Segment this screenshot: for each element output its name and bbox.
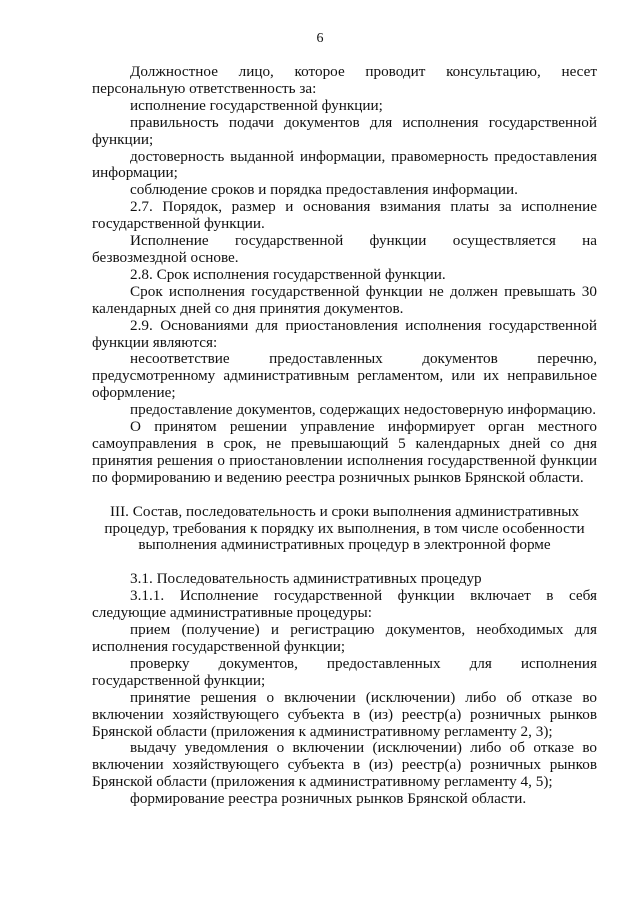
paragraph: О принятом решении управление информирует орган местного самоуправления в срок, не превышающий 5 календарных дней со дня принятия решения о приостановлении исполнения государственной функции по формированию и ведению реестра розничных рынков Брянской области. bbox=[92, 418, 597, 486]
paragraph: соблюдение сроков и порядка предоставления информации. bbox=[130, 181, 518, 199]
paragraph: правильность подачи документов для исполнения государственной функции; bbox=[92, 113, 597, 148]
paragraph: прием (получение) и регистрацию документов, необходимых для исполнения государственной функции; bbox=[92, 621, 597, 655]
paragraph: 2.9. Основаниями для приостановления исполнения государственной функции являются: bbox=[92, 316, 597, 351]
paragraph: исполнение государственной функции; bbox=[130, 96, 383, 114]
page-number: 6 bbox=[316, 31, 324, 46]
paragraph: формирование реестра розничных рынков Брянской области. bbox=[130, 790, 527, 808]
paragraph: принятие решения о включении (исключении) либо об отказе во включении хозяйствующего субъекта в (из) реестр(а) розничных рынков Брянской области (приложения к административному регламенту 2, 3); bbox=[92, 688, 597, 740]
paragraph: 2.8. Срок исполнения государственной функции. bbox=[130, 265, 446, 283]
paragraph: 3.1.1. Исполнение государственной функции включает в себя следующие административные процедуры: bbox=[92, 587, 597, 622]
paragraph: 2.7. Порядок, размер и основания взимания платы за исполнение государственной функции. bbox=[92, 198, 597, 233]
paragraph: проверку документов, предоставленных для исполнения государственной функции; bbox=[92, 654, 597, 689]
paragraph: Исполнение государственной функции осуществляется на безвозмездной основе. bbox=[92, 232, 597, 266]
paragraph: 3.1. Последовательность административных процедур bbox=[130, 570, 482, 588]
paragraph: достоверность выданной информации, правомерность предоставления информации; bbox=[92, 147, 597, 182]
section-heading: III. Состав, последовательность и сроки выполнения административных процедур, требования к порядку их выполнения, в том числе особенности выполнения административных процедур в электронной форме bbox=[104, 502, 585, 554]
paragraph: предоставление документов, содержащих недостоверную информацию. bbox=[130, 401, 597, 419]
spacer bbox=[92, 487, 597, 504]
paragraph: несоответствие предоставленных документов перечню, предусмотренному административным регламентом, или их неправильное оформление; bbox=[92, 350, 597, 402]
paragraph: Срок исполнения государственной функции не должен превышать 30 календарных дней со дня принятия документов. bbox=[92, 282, 597, 317]
spacer bbox=[92, 554, 597, 571]
paragraph: выдачу уведомления о включении (исключении) либо об отказе во включении хозяйствующего субъекта в (из) реестр(а) розничных рынков Брянской области (приложения к административному регламенту 4, 5); bbox=[92, 739, 597, 791]
paragraph: Должностное лицо, которое проводит консультацию, несет персональную ответственность за: bbox=[92, 63, 597, 97]
document-body bbox=[92, 64, 597, 808]
